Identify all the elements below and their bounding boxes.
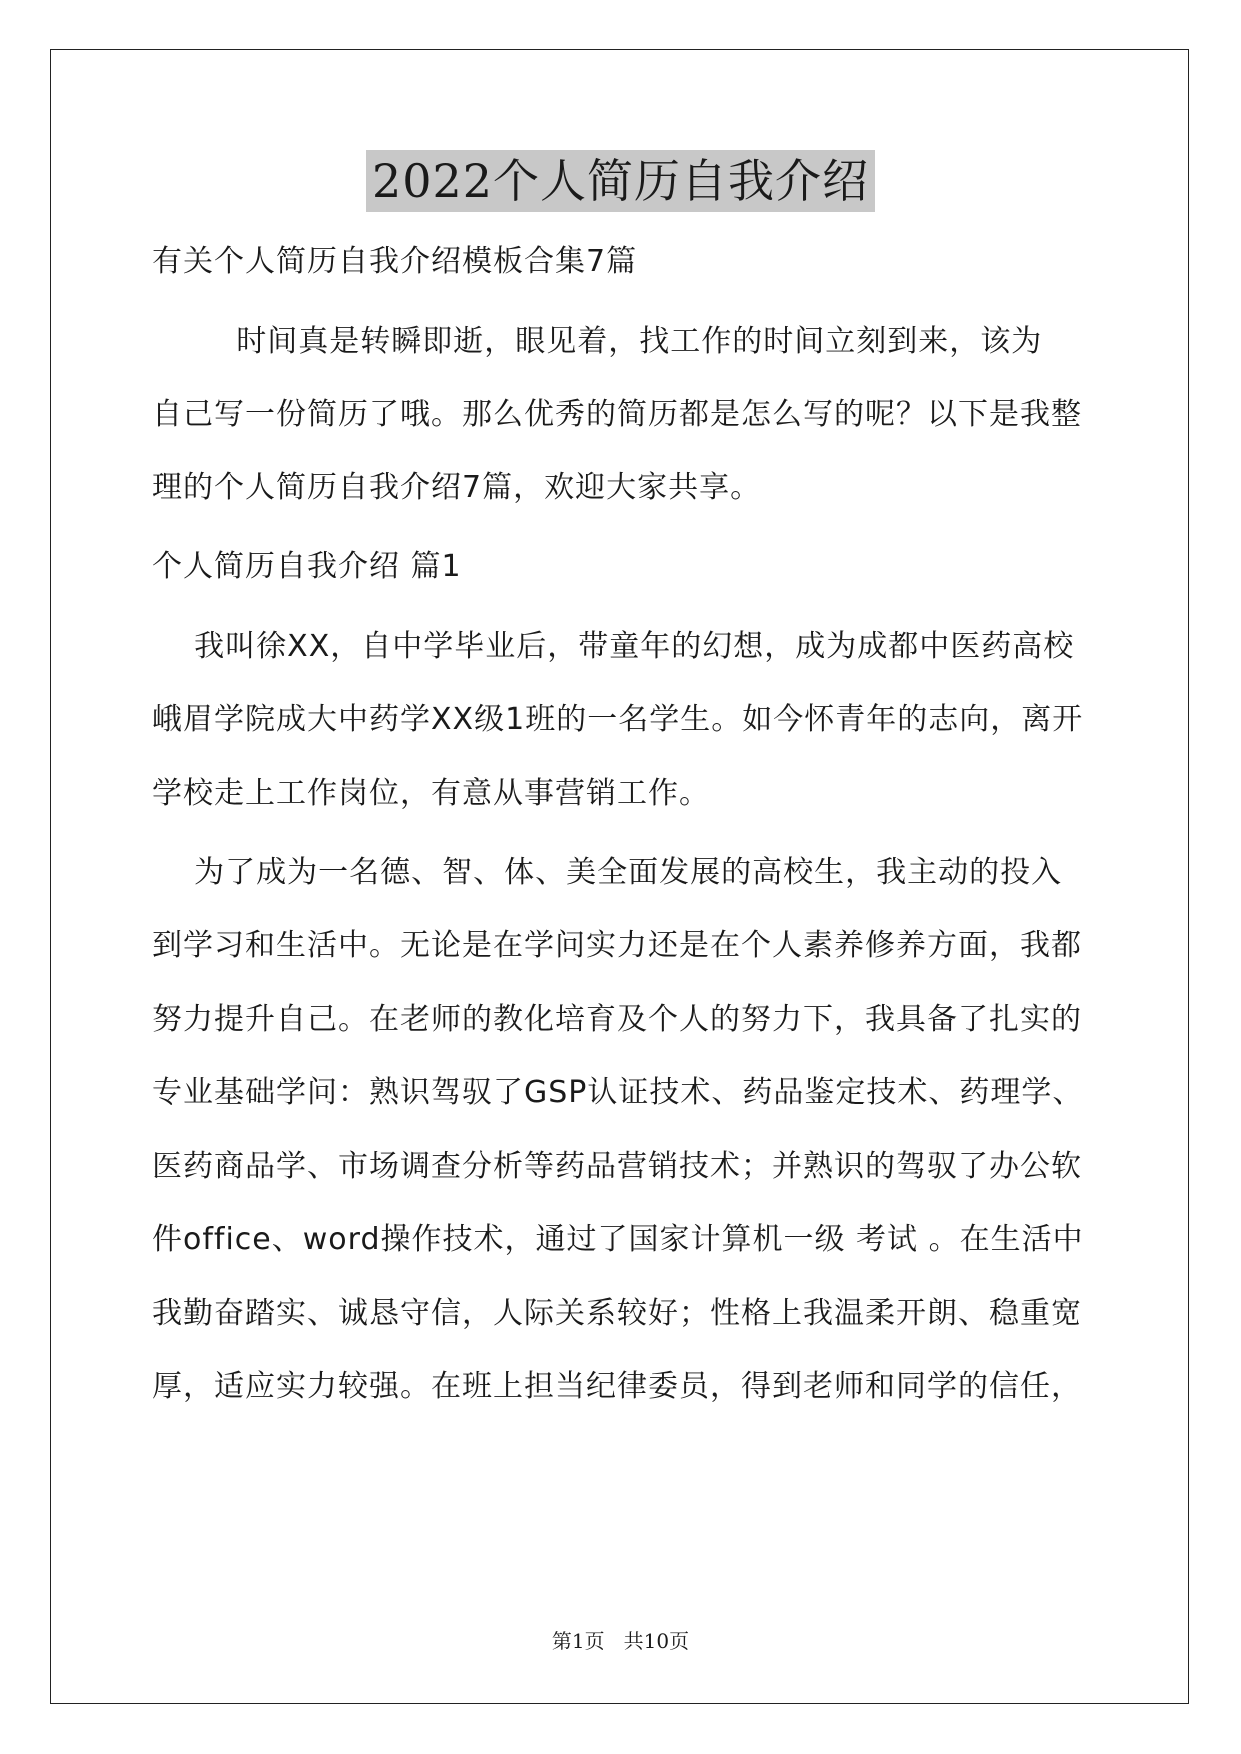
subtitle-line: 有关个人简历自我介绍模板合集7篇 xyxy=(152,244,638,279)
section-heading: 个人简历自我介绍 篇1 xyxy=(152,549,462,584)
body-line: 为了成为一名德、智、体、美全面发展的高校生，我主动的投入 xyxy=(152,855,1063,890)
body-line: 理的个人简历自我介绍7篇，欢迎大家共享。 xyxy=(152,470,762,505)
body-line: 医药商品学、市场调查分析等药品营销技术；并熟识的驾驭了办公软 xyxy=(152,1149,1082,1184)
body-line: 自己写一份简历了哦。那么优秀的简历都是怎么写的呢？以下是我整 xyxy=(152,397,1082,432)
body-line: 峨眉学院成大中药学XX级1班的一名学生。如今怀青年的志向，离开 xyxy=(152,702,1084,737)
body-line: 我叫徐XX，自中学毕业后，带童年的幻想，成为成都中医药高校 xyxy=(152,629,1075,664)
body-line: 专业基础学问：熟识驾驭了GSP认证技术、药品鉴定技术、药理学、 xyxy=(152,1075,1084,1110)
document-title: 2022个人简历自我介绍 xyxy=(366,150,875,212)
body-line: 件office、word操作技术，通过了国家计算机一级 考试 。在生活中 xyxy=(152,1222,1084,1257)
body-line: 到学习和生活中。无论是在学问实力还是在个人素养修养方面，我都 xyxy=(152,928,1082,963)
title-container xyxy=(0,150,1241,212)
body-line: 我勤奋踏实、诚恳守信，人际关系较好；性格上我温柔开朗、稳重宽 xyxy=(152,1296,1082,1331)
body-line: 努力提升自己。在老师的教化培育及个人的努力下，我具备了扎实的 xyxy=(152,1002,1082,1037)
body-line: 厚，适应实力较强。在班上担当纪律委员，得到老师和同学的信任， xyxy=(152,1369,1082,1404)
page-number: 第1页 共10页 xyxy=(551,1629,690,1653)
body-line: 时间真是转瞬即逝，眼见着，找工作的时间立刻到来，该为 xyxy=(152,324,1043,359)
body-line: 学校走上工作岗位，有意从事营销工作。 xyxy=(152,776,710,811)
